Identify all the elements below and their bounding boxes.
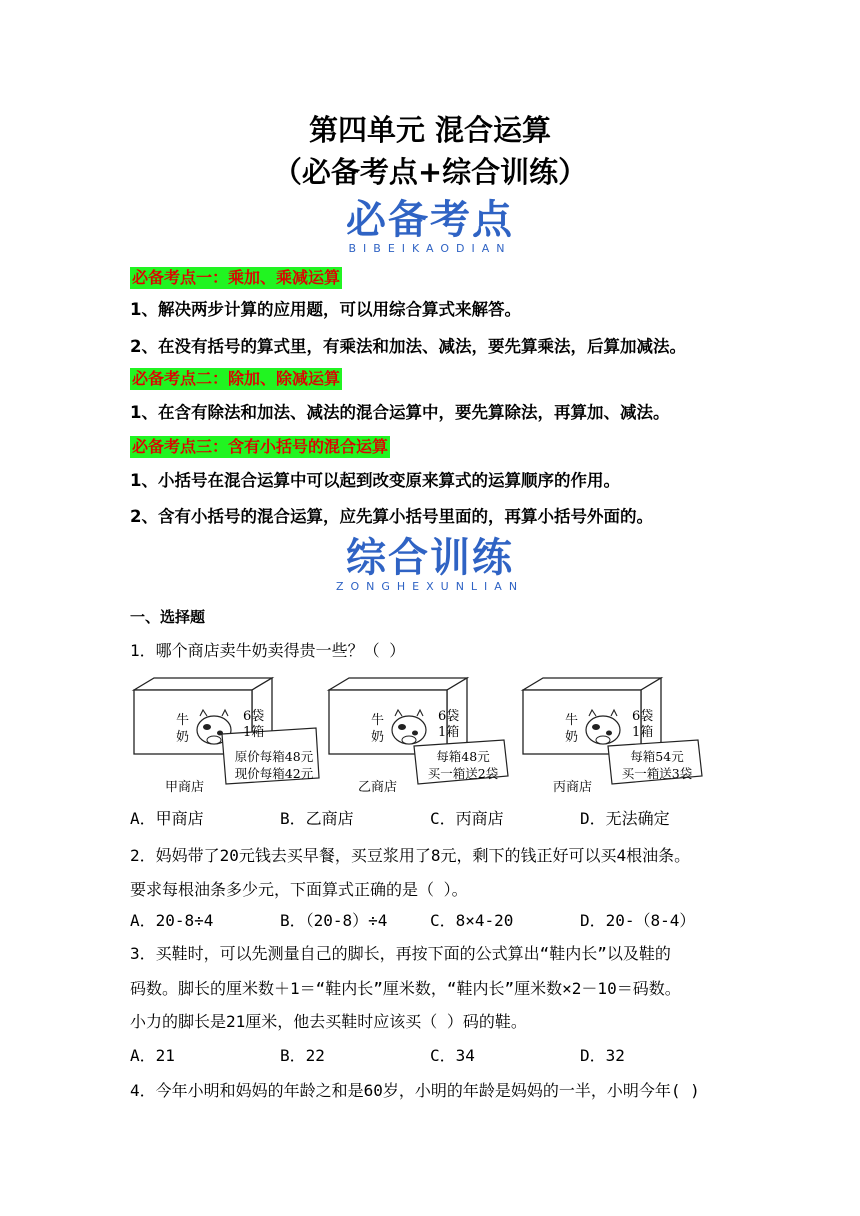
shop-b-name: 乙商店 <box>358 780 398 795</box>
question-3-stem-line1: 3．买鞋时，可以先测量自己的脚长，再按下面的公式算出“鞋内长”以及鞋的 <box>130 944 671 963</box>
option-a[interactable]: A．21 <box>130 1046 175 1065</box>
shop-c-price-tag: 每箱54元 买一箱送3袋 <box>621 749 693 781</box>
knowledge-point-line: 1、在含有除法和加法、减法的混合运算中，要先算除法，再算加、减法。 <box>130 403 670 422</box>
option-d[interactable]: D．32 <box>580 1046 625 1065</box>
knowledge-point-line: 2、在没有括号的算式里，有乘法和加法、减法，要先算乘法，后算加减法。 <box>130 337 686 356</box>
question-3-stem-line3: 小力的脚长是21厘米，他去买鞋时应该买（ ）码的鞋。 <box>130 1012 527 1031</box>
option-a[interactable]: A．甲商店 <box>130 809 204 828</box>
shop-a-box-label: 6袋 1箱 <box>243 709 265 740</box>
option-b[interactable]: B．乙商店 <box>280 809 354 828</box>
option-c[interactable]: C．34 <box>430 1046 475 1065</box>
shop-b-box-label: 6袋 1箱 <box>438 709 460 740</box>
shop-c-box-side: 牛 奶 <box>565 713 579 745</box>
option-c[interactable]: C．丙商店 <box>430 809 504 828</box>
question-2-stem-line1: 2．妈妈带了20元钱去买早餐，买豆浆用了8元，剩下的钱正好可以买4根油条。 <box>130 846 691 865</box>
knowledge-point-line: 1、小括号在混合运算中可以起到改变原来算式的运算顺序的作用。 <box>130 471 620 490</box>
option-b[interactable]: B．（20-8）÷4 <box>280 911 388 930</box>
shop-a-box-side: 牛 奶 <box>176 713 190 745</box>
option-c[interactable]: C．8×4-20 <box>430 911 514 930</box>
option-a[interactable]: A．20-8÷4 <box>130 911 214 930</box>
banner-bibei <box>0 198 860 256</box>
knowledge-point-heading-1: 必备考点一：乘加、乘减运算 <box>132 268 341 287</box>
shop-a-name: 甲商店 <box>165 780 205 795</box>
knowledge-point-heading-3: 必备考点三：含有小括号的混合运算 <box>132 437 389 456</box>
banner-bibei-subtitle: BIBEIKAODIAN <box>348 242 512 255</box>
page-subtitle: （必备考点+综合训练） <box>272 155 588 189</box>
option-d[interactable]: D．无法确定 <box>580 809 670 828</box>
question-3-stem-line2: 码数。脚长的厘米数＋1＝“鞋内长”厘米数，“鞋内长”厘米数×2－10＝码数。 <box>130 979 681 998</box>
banner-zonghe-title: 综合训练 <box>346 535 514 581</box>
section-title: 一、选择题 <box>130 608 206 626</box>
knowledge-point-line: 1、解决两步计算的应用题，可以用综合算式来解答。 <box>130 300 521 319</box>
question-1-stem: 1．哪个商店卖牛奶卖得贵一些？（ ） <box>130 641 406 660</box>
knowledge-point-line: 2、含有小括号的混合运算，应先算小括号里面的，再算小括号外面的。 <box>130 507 653 526</box>
banner-zonghe <box>0 536 860 594</box>
shop-c-box-label: 6袋 1箱 <box>632 709 654 740</box>
knowledge-point-heading-2: 必备考点二：除加、除减运算 <box>132 369 341 388</box>
banner-zonghe-subtitle: ZONGHEXUNLIAN <box>335 580 525 593</box>
shop-c-name: 丙商店 <box>553 780 593 795</box>
shop-b-box-side: 牛 奶 <box>371 713 385 745</box>
question-4-stem: 4．今年小明和妈妈的年龄之和是60岁，小明的年龄是妈妈的一半，小明今年( ) <box>130 1081 700 1100</box>
banner-bibei-title: 必备考点 <box>346 197 514 243</box>
shop-a-price-tag: 原价每箱48元 现价每箱42元 <box>234 749 314 781</box>
question-2-stem-line2: 要求每根油条多少元，下面算式正确的是（ ）。 <box>130 880 468 899</box>
option-d[interactable]: D．20-（8-4） <box>580 911 696 930</box>
shop-b-price-tag: 每箱48元 买一箱送2袋 <box>427 749 499 781</box>
page-title: 第四单元 混合运算 <box>308 113 552 147</box>
option-b[interactable]: B．22 <box>280 1046 325 1065</box>
